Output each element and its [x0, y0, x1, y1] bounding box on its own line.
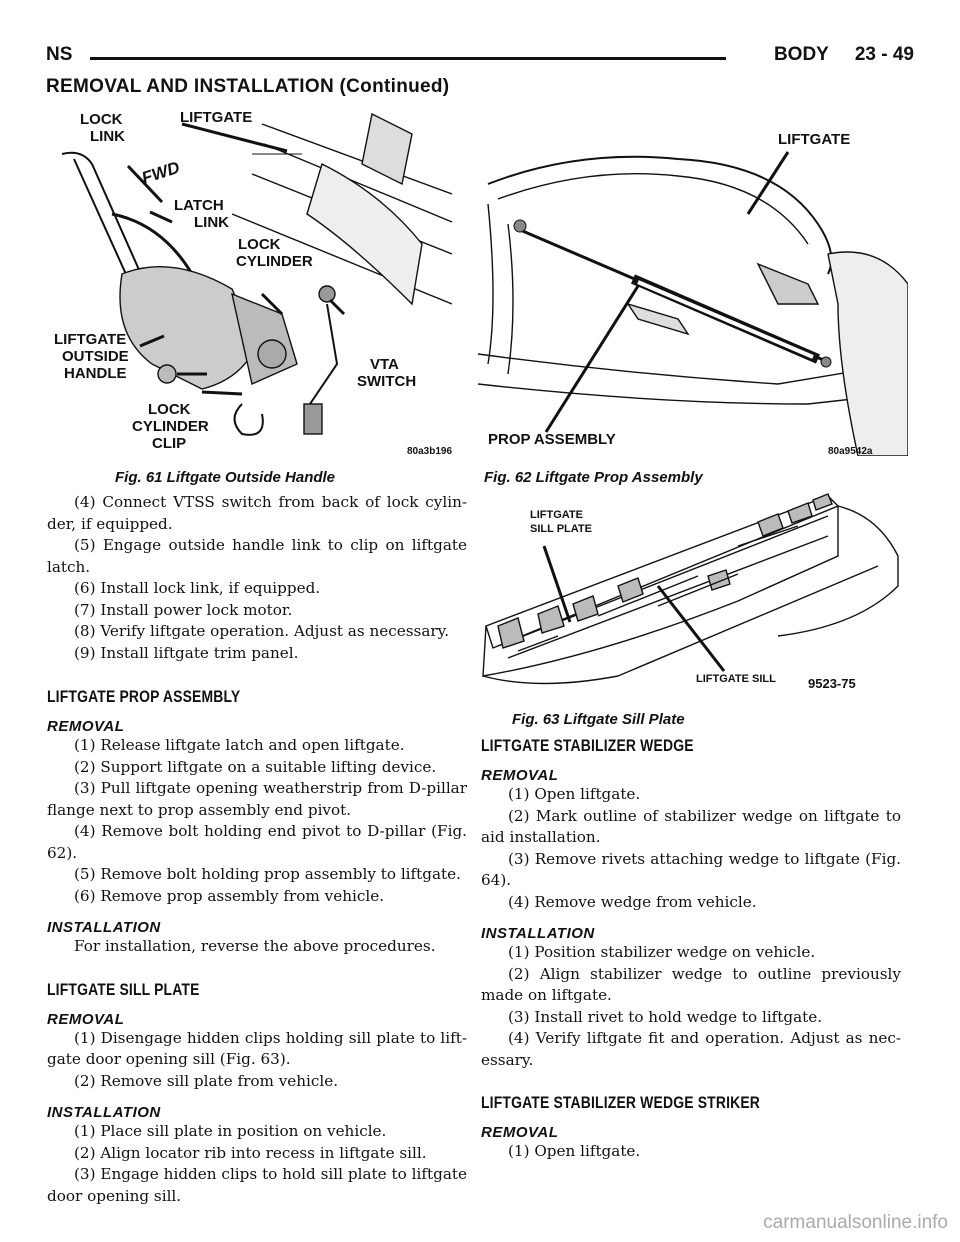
step: (3) Engage hidden clips to hold sill plate to liftgate door opening sill. [47, 1165, 467, 1205]
figure-63-code: 9523-75 [808, 676, 856, 691]
figure-63-caption: Fig. 63 Liftgate Sill Plate [512, 711, 685, 728]
label-lock-link-1: LOCK [80, 111, 123, 128]
step: (3) Install rivet to hold wedge to liftgate. [508, 1007, 823, 1026]
step: (3) Pull liftgate opening weatherstrip from D-pillar flange next to prop assembly end pivot. [47, 779, 467, 819]
section-title-striker: LIFTGATE STABILIZER WEDGE STRIKER [481, 1093, 761, 1112]
step: (9) Install liftgate trim panel. [74, 643, 299, 662]
watermark: carmanualsonline.info [763, 1212, 948, 1233]
subsection-removal: REMOVAL [481, 1124, 559, 1141]
step: (1) Open liftgate. [508, 1142, 641, 1160]
step: (4) Remove wedge from vehicle. [508, 892, 757, 911]
section-title-prop: LIFTGATE PROP ASSEMBLY [47, 687, 241, 706]
step: (2) Align locator rib into recess in liftgate sill. [74, 1143, 427, 1162]
step: (2) Support liftgate on a suitable lifting device. [74, 757, 437, 776]
header-rule [90, 57, 726, 60]
label-liftgate: LIFTGATE [778, 131, 851, 148]
header-right [774, 44, 914, 66]
label-lock-cylinder-1: LOCK [238, 236, 281, 253]
label-cylinder-clip-2: CYLINDER [132, 418, 209, 435]
subsection-installation: INSTALLATION [481, 925, 595, 942]
figure-63-illustration [478, 486, 908, 704]
step: (5) Engage outside handle link to clip on liftgate latch. [47, 536, 467, 576]
label-liftgate-sill: LIFTGATE SILL [696, 673, 776, 685]
step: (1) Open liftgate. [508, 785, 641, 803]
label-prop-assembly: PROP ASSEMBLY [488, 431, 616, 448]
step: (4) Verify liftgate fit and operation. Adjust as nec- essary. [481, 1029, 901, 1069]
step: (2) Mark outline of stabilizer wedge on liftgate to aid installation. [481, 806, 901, 846]
step: (2) Align stabilizer wedge to outline previously made on liftgate. [481, 964, 901, 1004]
step: (4) Remove bolt holding end pivot to D-pillar (Fig. 62). [47, 822, 467, 862]
label-vta-switch-2: SWITCH [357, 373, 417, 390]
step: (1) Release liftgate latch and open liftgate. [74, 736, 405, 754]
step: (7) Install power lock motor. [74, 600, 293, 619]
figure-61-illustration [52, 104, 452, 456]
step: (8) Verify liftgate operation. Adjust as necessary. [74, 622, 450, 640]
label-fwd: FWD [139, 157, 183, 188]
prop-end-pivot [514, 220, 526, 232]
subsection-installation: INSTALLATION [47, 1104, 161, 1121]
figure-62-illustration [478, 104, 908, 456]
label-outside-handle-3: HANDLE [64, 365, 127, 382]
figure-61-caption: Fig. 61 Liftgate Outside Handle [115, 469, 336, 486]
label-cylinder-clip-1: LOCK [148, 401, 191, 418]
step: (5) Remove bolt holding prop assembly to liftgate. [74, 865, 461, 883]
header-model: NS [46, 44, 73, 65]
step: (2) Remove sill plate from vehicle. [74, 1071, 339, 1090]
label-sill-plate-2: SILL PLATE [530, 523, 592, 535]
subsection-removal: REMOVAL [481, 767, 559, 784]
page-header [46, 44, 914, 74]
label-lock-cylinder-2: CYLINDER [236, 253, 313, 270]
step: (1) Position stabilizer wedge on vehicle. [508, 943, 816, 961]
header-section: BODY [773, 44, 829, 65]
label-cylinder-clip-3: CLIP [152, 435, 187, 452]
left-column [47, 492, 467, 1207]
figure-62-caption: Fig. 62 Liftgate Prop Assembly [484, 469, 703, 486]
figure-61-code: 80a3b196 [407, 446, 452, 456]
label-latch-link-2: LINK [194, 214, 229, 231]
header-page-number: 23 - 49 [854, 44, 914, 65]
step: For installation, reverse the above procedures. [74, 937, 436, 955]
label-sill-plate-1: LIFTGATE [530, 509, 583, 521]
figure-61 [52, 104, 452, 456]
section-title-sill: LIFTGATE SILL PLATE [47, 979, 200, 999]
label-lock-link-2: LINK [90, 128, 125, 145]
figure-62-code: 80a9542a [828, 446, 873, 456]
subsection-removal: REMOVAL [47, 718, 125, 735]
figure-63 [478, 486, 908, 704]
subsection-removal: REMOVAL [47, 1010, 125, 1028]
label-liftgate: LIFTGATE [180, 109, 253, 126]
section-title-wedge: LIFTGATE STABILIZER WEDGE [481, 736, 694, 755]
label-vta-switch-1: VTA [370, 356, 399, 373]
step: (1) Disengage hidden clips holding sill plate to lift- gate door opening sill (Fig. 63). [47, 1028, 467, 1068]
subsection-installation: INSTALLATION [47, 919, 161, 936]
step: (3) Remove rivets attaching wedge to liftgate (Fig. 64). [481, 849, 901, 889]
label-outside-handle-1: LIFTGATE [54, 331, 127, 348]
step: (6) Remove prop assembly from vehicle. [74, 886, 385, 905]
right-column [481, 736, 901, 1163]
step: (6) Install lock link, if equipped. [74, 579, 321, 597]
continued-title: REMOVAL AND INSTALLATION (Continued) [46, 76, 450, 97]
figure-62 [478, 104, 908, 456]
label-latch-link-1: LATCH [174, 197, 224, 214]
step: (1) Place sill plate in position on vehicle. [74, 1122, 387, 1140]
step: (4) Connect VTSS switch from back of lock cylin- der, if equipped. [47, 493, 467, 533]
prop-liftgate-pivot [821, 357, 831, 367]
label-outside-handle-2: OUTSIDE [62, 348, 129, 365]
